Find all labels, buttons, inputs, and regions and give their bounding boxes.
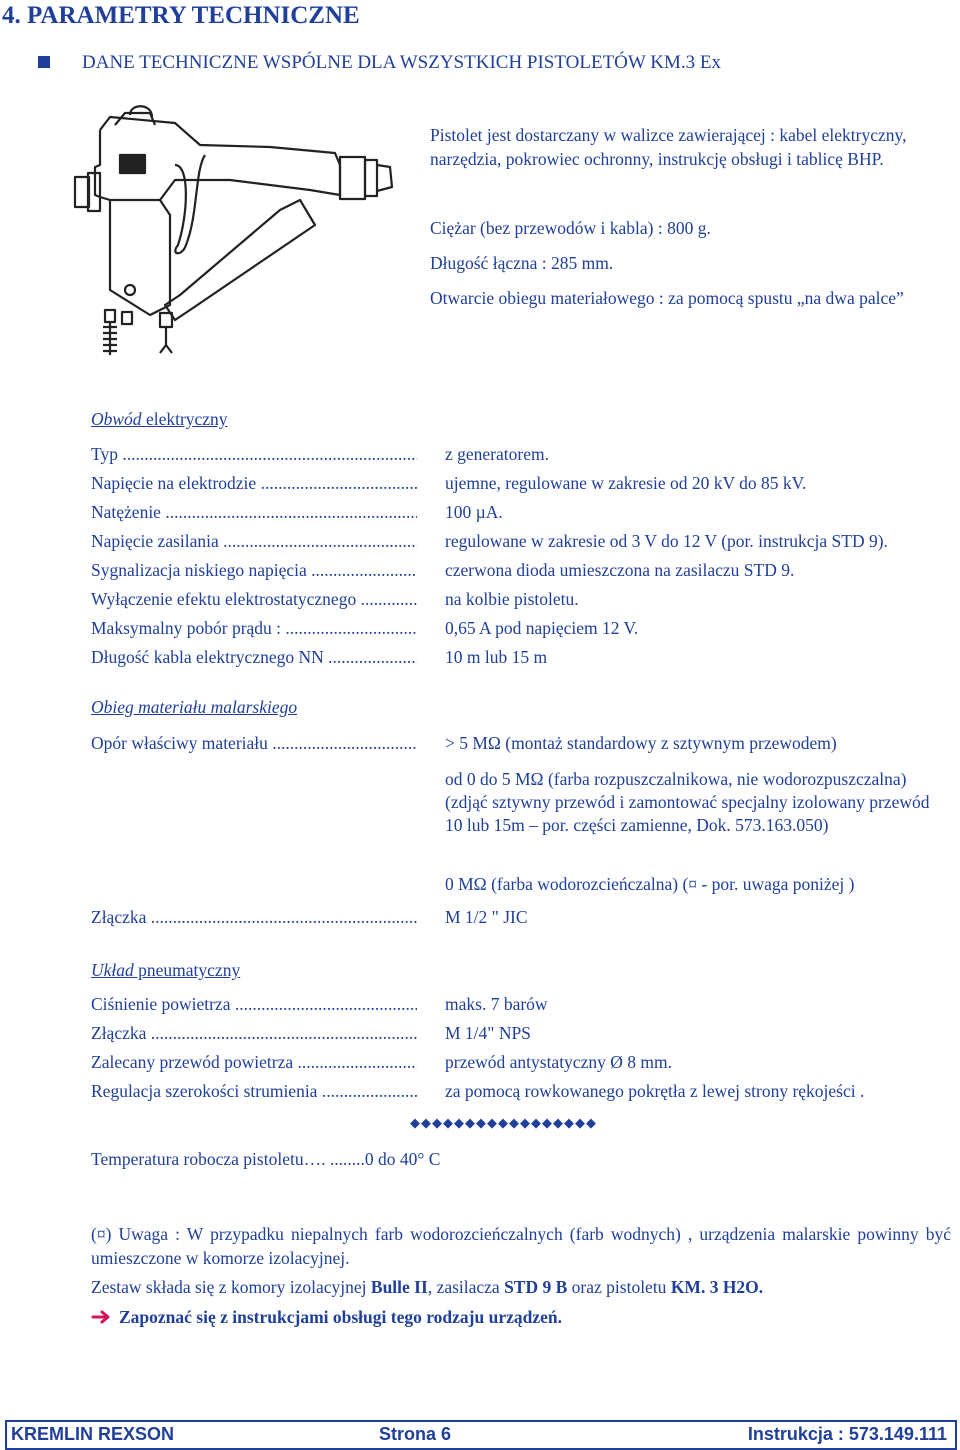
note-kit: Zestaw składa się z komory izolacyjnej Bulle II, zasilacza STD 9 B oraz pistoletu KM. 3 H2O.	[91, 1277, 764, 1297]
footer-company: KREMLIN REXSON	[11, 1424, 175, 1444]
footer-page-number: Strona 6	[379, 1424, 452, 1444]
footer-manual-number: Instrukcja : 573.149.111	[747, 1424, 947, 1444]
page-footer	[5, 1420, 957, 1450]
intro-opening: Otwarcie obiegu materiałowego : za pomocą spustu „na dwa palce”	[430, 288, 904, 308]
material-heading: Obieg materiału malarskiego	[91, 697, 298, 717]
temperature-line: Temperatura robocza pistoletu…. ........0 do 40° C	[91, 1149, 441, 1169]
intro-weight: Ciężar (bez przewodów i kabla) : 800 g.	[430, 218, 711, 238]
section-title: 4. PARAMETRY TECHNICZNE	[2, 2, 360, 29]
note-warning: (¤) Uwaga : W przypadku niepalnych farb wodorozcieńczalnych (farb wodnych) , urządzenia malarskie powinny być umieszczone w komorze izolacyjnej.	[91, 1224, 951, 1268]
material-resistivity-option2: od 0 do 5 MΩ (farba rozpuszczalnikowa, nie wodorozpuszczalna) (zdjąć sztywny przewód i zamontować specjalny izolowany przewód 10 lub 15m – por. części zamienne, Dok. 573.163.050)	[445, 769, 930, 835]
note-read: Zapoznać się z instrukcjami obsługi tego rodzaju urządzeń.	[91, 1305, 951, 1329]
subsection-title: DANE TECHNICZNE WSPÓLNE DLA WSZYSTKICH PISTOLETÓW KM.3 Ex	[82, 52, 721, 73]
pneumatic-heading: Układ pneumatyczny	[91, 960, 241, 980]
spray-gun-illustration	[70, 105, 420, 360]
intro-length: Długość łączna : 285 mm.	[430, 253, 614, 273]
electric-heading: Obwód elektryczny	[91, 409, 228, 429]
arrow-right-icon	[91, 1309, 113, 1325]
intro-delivery: Pistolet jest dostarczany w walizce zawierającej : kabel elektryczny, narzędzia, pokrowiec ochronny, instrukcję obsługi i tablicę BHP.	[430, 125, 907, 169]
material-resistivity-option3: 0 MΩ (farba wodorozcieńczalna) (¤ - por. uwaga poniżej )	[445, 874, 855, 894]
diamond-separator: ◆◆◆◆◆◆◆◆◆◆◆◆◆◆◆◆◆	[410, 1115, 597, 1130]
